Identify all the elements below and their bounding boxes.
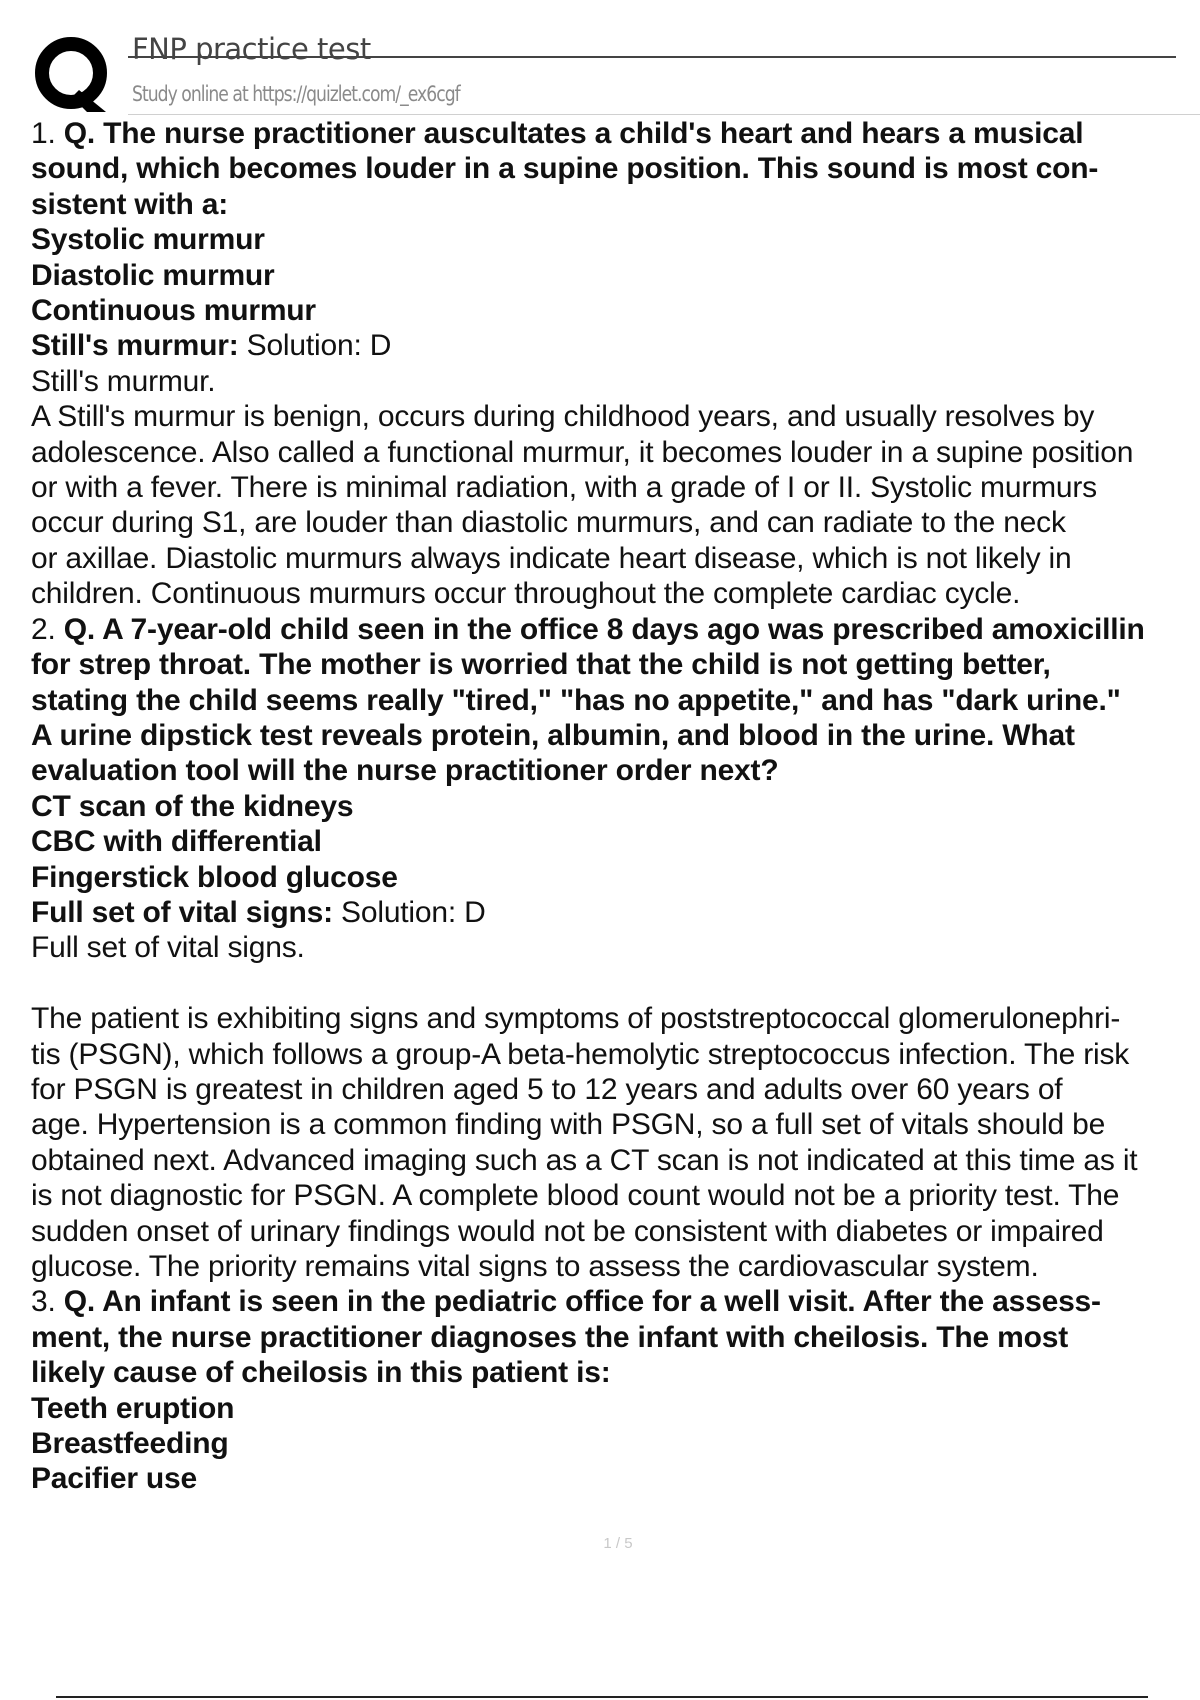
question-prompt-line: evaluation tool will the nurse practitioner order next? (31, 754, 779, 788)
answer-option-with-solution: Full set of vital signs: Solution: D (31, 895, 486, 929)
answer-option: Systolic murmur (31, 223, 265, 257)
explanation-line: occur during S1, are louder than diastolic murmurs, and can radiate to the neck (31, 506, 1066, 540)
question-prompt-line: 3. Q. An infant is seen in the pediatric office for a well visit. After the assess- (31, 1285, 1101, 1319)
question-prompt-line: stating the child seems really "tired," "has no appetite," and has "dark urine." (31, 683, 1121, 717)
explanation-line: Still's murmur. (31, 364, 216, 398)
question-2 (31, 612, 1197, 1285)
explanation-line: adolescence. Also called a functional murmur, it becomes louder in a supine position (31, 435, 1134, 469)
answer-option: CT scan of the kidneys (31, 789, 354, 823)
answer-option: Continuous murmur (31, 294, 316, 328)
explanation-line: A Still's murmur is benign, occurs during childhood years, and usually resolves by (31, 400, 1095, 434)
header-divider (128, 114, 1200, 115)
solution-label: Solution: D (332, 895, 486, 929)
explanation-line: is not diagnostic for PSGN. A complete blood count would not be a priority test. The (31, 1179, 1120, 1213)
explanation-line: or axillae. Diastolic murmurs always indicate heart disease, which is not likely in (31, 541, 1072, 575)
question-3 (31, 1284, 1197, 1496)
solution-label: Solution: D (238, 329, 392, 363)
explanation-line: or with a fever. There is minimal radiation, with a grade of I or II. Systolic murmurs (31, 471, 1097, 505)
document-header (32, 30, 1144, 116)
answer-option: CBC with differential (31, 825, 322, 859)
answer-option: Diastolic murmur (31, 258, 275, 292)
question-prompt-line: likely cause of cheilosis in this patient is: (31, 1356, 611, 1390)
answer-option: Teeth eruption (31, 1391, 235, 1425)
blank-line (31, 966, 1197, 1001)
explanation-line: tis (PSGN), which follows a group-A beta-hemolytic streptococcus infection. The risk (31, 1037, 1130, 1071)
explanation-line: glucose. The priority remains vital signs to assess the cardiovascular system. (31, 1249, 1039, 1283)
answer-option-with-solution: Still's murmur: Solution: D (31, 329, 392, 363)
explanation-line: obtained next. Advanced imaging such as a CT scan is not indicated at this time as it (31, 1143, 1138, 1177)
answer-option: Breastfeeding (31, 1427, 229, 1461)
question-prompt-line: 2. Q. A 7-year-old child seen in the office 8 days ago was prescribed amoxicillin (31, 612, 1145, 646)
question-prompt-line: A urine dipstick test reveals protein, albumin, and blood in the urine. What (31, 718, 1075, 752)
study-online-link[interactable]: Study online at https://quizlet.com/_ex6cgf (132, 82, 460, 106)
explanation-line: children. Continuous murmurs occur throughout the complete cardiac cycle. (31, 577, 1021, 611)
question-prompt-line: 1. Q. The nurse practitioner auscultates a child's heart and hears a musical (31, 117, 1084, 150)
explanation-line: sudden onset of urinary findings would not be consistent with diabetes or impaired (31, 1214, 1104, 1248)
question-prompt-line: sistent with a: (31, 187, 229, 221)
page-number: 1 / 5 (603, 1535, 633, 1552)
question-prompt-line: ment, the nurse practitioner diagnoses the infant with cheilosis. The most (31, 1320, 1069, 1354)
document-title: FNP practice test (132, 32, 371, 66)
footer-divider (56, 1696, 1148, 1698)
quizlet-logo-icon (32, 34, 114, 116)
answer-option: Pacifier use (31, 1462, 198, 1496)
explanation-line: for PSGN is greatest in children aged 5 to 12 years and adults over 60 years of (31, 1072, 1063, 1106)
question-1 (31, 116, 1197, 612)
question-prompt-line: for strep throat. The mother is worried that the child is not getting better, (31, 648, 1051, 682)
answer-option: Fingerstick blood glucose (31, 860, 398, 894)
explanation-line: The patient is exhibiting signs and symptoms of poststreptococcal glomerulonephri- (31, 1002, 1121, 1036)
document-body (31, 116, 1197, 1497)
explanation-line: age. Hypertension is a common finding with PSGN, so a full set of vitals should be (31, 1108, 1106, 1142)
question-prompt-line: sound, which becomes louder in a supine position. This sound is most con- (31, 152, 1099, 186)
explanation-line: Full set of vital signs. (31, 931, 305, 965)
